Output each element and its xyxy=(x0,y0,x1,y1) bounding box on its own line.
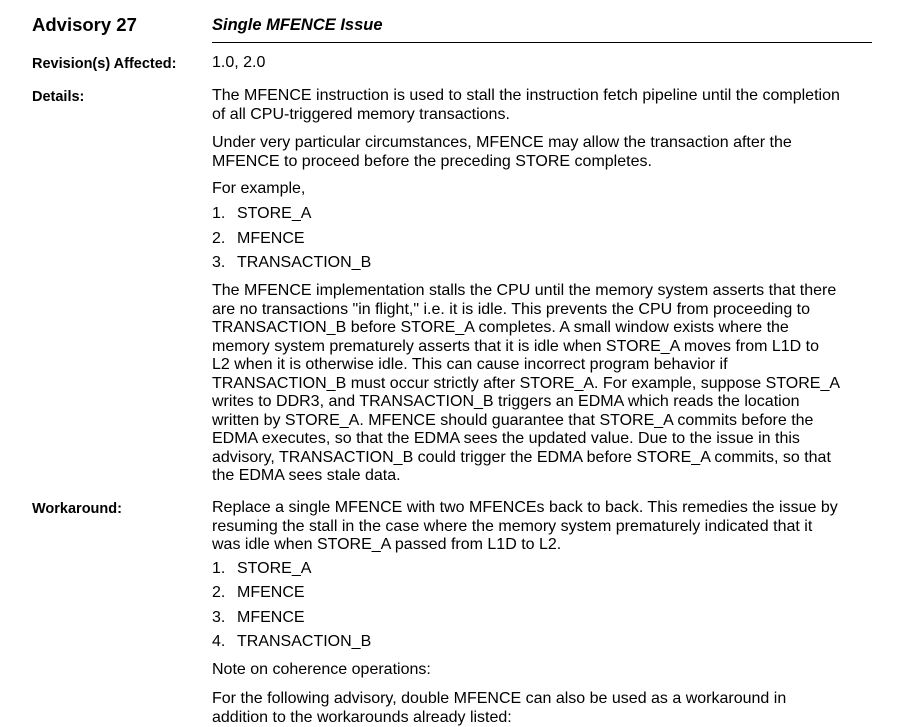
coherence-note: Note on coherence operations: xyxy=(212,661,882,680)
list-number: 2. xyxy=(212,230,237,249)
text-line: memory system prematurely asserts that it is idle when STORE_A moves from L1D to xyxy=(212,338,882,357)
list-number: 3. xyxy=(212,609,237,628)
list-text: TRANSACTION_B xyxy=(237,633,371,650)
details-paragraph-2 xyxy=(212,134,882,171)
text-line: resuming the stall in the case where the memory system prematurely indicated that it xyxy=(212,518,882,537)
details-paragraph-1 xyxy=(212,87,882,124)
revisions-label: Revision(s) Affected: xyxy=(32,55,176,73)
list-text: STORE_A xyxy=(237,205,311,222)
list-number: 1. xyxy=(212,205,237,224)
text-line: The MFENCE instruction is used to stall the instruction fetch pipeline until the completion xyxy=(212,87,882,106)
text-line: Under very particular circumstances, MFENCE may allow the transaction after the xyxy=(212,134,882,153)
list-number: 2. xyxy=(212,584,237,603)
for-example-text: For example, xyxy=(212,180,882,199)
list-text: MFENCE xyxy=(237,609,305,626)
text-line: Replace a single MFENCE with two MFENCEs back to back. This remedies the issue by xyxy=(212,499,882,518)
list-text: MFENCE xyxy=(237,584,305,601)
workaround-label: Workaround: xyxy=(32,500,122,518)
text-line: EDMA executes, so that the EDMA sees the updated value. Due to the issue in this xyxy=(212,430,882,449)
text-line: was idle when STORE_A passed from L1D to L2. xyxy=(212,536,882,555)
text-line: written by STORE_A. MFENCE should guarantee that STORE_A commits before the xyxy=(212,412,882,431)
list-number: 4. xyxy=(212,633,237,652)
advisory-number: Advisory 27 xyxy=(32,14,137,36)
list-text: STORE_A xyxy=(237,560,311,577)
list-item xyxy=(212,584,305,603)
text-line: advisory, TRANSACTION_B could trigger the EDMA before STORE_A commits, so that xyxy=(212,449,882,468)
title-rule xyxy=(212,42,872,43)
text-line: MFENCE to proceed before the preceding STORE completes. xyxy=(212,153,882,172)
list-item xyxy=(212,609,305,628)
text-line: of all CPU-triggered memory transactions. xyxy=(212,106,882,125)
details-label: Details: xyxy=(32,88,84,106)
text-line: TRANSACTION_B must occur strictly after STORE_A. For example, suppose STORE_A xyxy=(212,375,882,394)
text-line: writes to DDR3, and TRANSACTION_B triggers an EDMA which reads the location xyxy=(212,393,882,412)
list-item xyxy=(212,633,371,652)
text-line: For the following advisory, double MFENCE can also be used as a workaround in xyxy=(212,690,882,709)
text-line: the EDMA sees stale data. xyxy=(212,467,882,486)
list-item xyxy=(212,560,311,579)
list-item xyxy=(212,205,311,224)
text-line: The MFENCE implementation stalls the CPU until the memory system asserts that there xyxy=(212,282,882,301)
details-paragraph-3 xyxy=(212,282,882,486)
text-line: L2 when it is otherwise idle. This can cause incorrect program behavior if xyxy=(212,356,882,375)
advisory-title: Single MFENCE Issue xyxy=(212,15,383,35)
list-text: MFENCE xyxy=(237,230,305,247)
list-item xyxy=(212,230,305,249)
list-number: 3. xyxy=(212,254,237,273)
workaround-paragraph-1 xyxy=(212,499,882,555)
text-line: TRANSACTION_B before STORE_A completes. A small window exists where the xyxy=(212,319,882,338)
list-number: 1. xyxy=(212,560,237,579)
text-line: are no transactions "in flight," i.e. it is idle. This prevents the CPU from proceeding to xyxy=(212,301,882,320)
text-line: addition to the workarounds already listed: xyxy=(212,709,882,727)
revisions-value: 1.0, 2.0 xyxy=(212,54,882,73)
list-text: TRANSACTION_B xyxy=(237,254,371,271)
workaround-paragraph-2 xyxy=(212,690,882,727)
list-item xyxy=(212,254,371,273)
